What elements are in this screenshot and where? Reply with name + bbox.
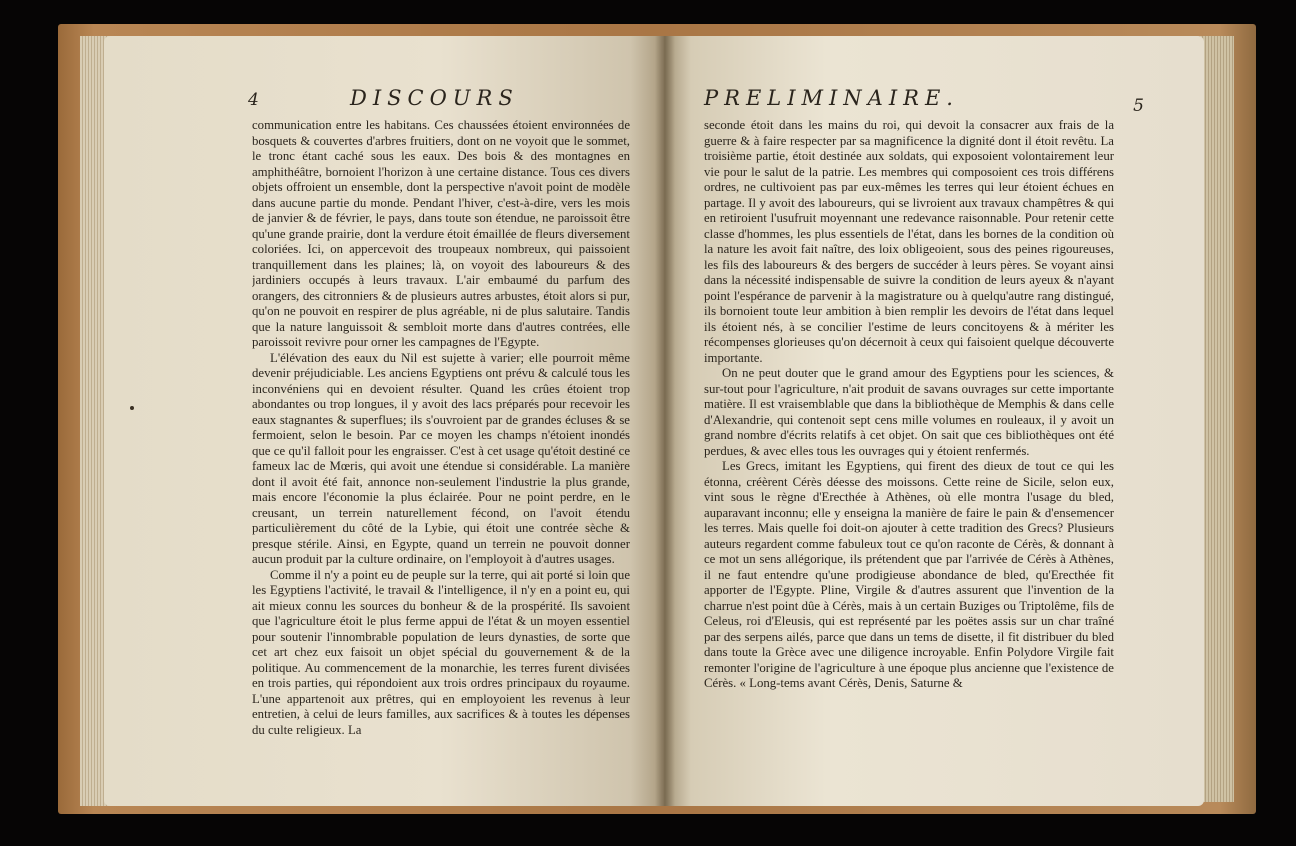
left-page-header	[248, 86, 628, 116]
left-page-body	[252, 118, 630, 758]
paragraph: Les Grecs, imitant les Egyptiens, qui firent des dieux de tout ce qui les étonna, créèrent Cérès déesse des moissons. Cette reine de Sicile, selon eux, vint sous le règne d'Erecthée à Athènes, où elle montra l'usage du bled, auparavant inconnu; elle y enseigna la manière de faire le pain & d'ensemencer les terres. Mais quelle foi doit-on ajouter à cette tradition des Grecs? Plusieurs auteurs regardent comme fabuleux tout ce qu'on raconte de Cérès, & donnant à ce mot un sens allégorique, ils prétendent que par l'arrivée de Cérès à Athènes, il ne faut entendre qu'une prodigieuse abondance de bled, qu'Erecthée fit apporter de l'Egypte. Pline, Virgile & d'autres assurent que l'invention de la charrue n'est point dûe à Cérès, mais à un certain Buziges ou Triptolême, fils de Celeus, roi d'Eleusis, qui est représenté par les poëtes assis sur un char traîné par des serpens ailés, parce que dans un tems de disette, il fit distribuer du bled dans toute la Grèce avec une diligence incroyable. Enfin Polydore Virgile fait remonter l'origine de l'agriculture à une époque plus ancienne que l'existence de Cérès. « Long-tems avant Cérès, Denis, Saturne &	[704, 459, 1114, 690]
paragraph: On ne peut douter que le grand amour des Egyptiens pour les sciences, & sur-tout pour l'agriculture, n'ait produit de savans ouvrages sur cette importante matière. Il est vraisemblable que dans la bibliothèque de Memphis & dans celle d'Alexandrie, qui contenoit sept cens mille volumes en rouleaux, il y avoit un grand nombre d'écrits relatifs à cet objet. On sait que ces bibliothèques ont été perdues, & avec elles tous les ouvrages qui y étoient renfermés.	[704, 366, 1114, 458]
paragraph: seconde étoit dans les mains du roi, qui devoit la consacrer aux frais de la guerre & à faire respecter par sa magnificence la dignité dont il étoit revêtu. La troisième partie, étoit destinée aux soldats, qui exposoient volontairement leur vie pour le salut de la patrie. Les membres qui composoient ces trois différens ordres, ne cultivoient pas par eux-mêmes les terres qui leur étoient échues en partage. Il y avoit des laboureurs, qui se livroient aux travaux champêtres & qui en retiroient l'usufruit moyennant une redevance raisonnable. Pour retenir cette classe d'hommes, les plus essentiels de l'état, dans les bornes de la condition où la nature les avoit fait naître, des loix obligeoient, sous des peines rigoureuses, les fils des laboureurs & des bergers de succéder à leurs pères. Se voyant ainsi dans la nécessité indispensable de suivre la condition de leurs ayeux & n'ayant point l'espérance de parvenir à la magistrature ou à quelqu'autre rang distingué, ils bornoient toute leur ambition à bien remplir les devoirs de l'état dans lequel ils étoient nés, à se concilier l'estime de leurs concitoyens & à mériter les récompenses glorieuses qu'on décernoit à ceux qui faisoient quelque découverte importante.	[704, 118, 1114, 365]
paragraph: communication entre les habitans. Ces chaussées étoient environnées de bosquets & couvertes d'arbres fruitiers, dont on ne voyoit que le sommet, le tronc étant caché sous les eaux. Des bois & des montagnes en amphithéâtre, bornoient l'horizon à une certaine distance. Tous ces divers objets offroient un ensemble, dont la perspective n'avoit point de modèle dans aucune partie du monde. Pendant l'hiver, c'est-à-dire, vers les mois de janvier & de février, le pays, dans toute son étendue, ne paroissoit être qu'une grande prairie, dont la verdure étoit émaillée de fleurs diversement coloriées. Ici, on appercevoit des troupeaux nombreux, qui paissoient tranquillement dans les plaines; là, on voyoit des laboureurs & des jardiniers occupés à leurs travaux. L'air embaumé du parfum des orangers, des citronniers & de plusieurs autres arbustes, étoit alors si pur, qu'on ne pouvoit en respirer de plus agréable, ni de plus salutaire. Tandis que la nature languissoit & sembloit morte dans d'autres contrées, elle paroissoit revivre pour orner les campagnes de l'Egypte.	[252, 118, 630, 349]
paragraph: Comme il n'y a point eu de peuple sur la terre, qui ait porté si loin que les Egyptiens l'activité, le travail & l'intelligence, il n'y en a point eu, qui ait mieux connu les sources du bonheur & de la prospérité. Ils savoient que l'agriculture étoit le plus ferme appui de l'état & un moyen essentiel pour soutenir l'innombrable population de leurs dynasties, de sorte que cet art chez eux faisoit un objet spécial du gouvernement & de la politique. Au commencement de la monarchie, les terres furent divisées en trois parties, qui répondoient aux trois ordres principaux du royaume. L'une appartenoit aux prêtres, qui en employoient les revenus à leur entretien, à celui de leurs familles, aux sacrifices & à toutes les dépenses du culte religieux. La	[252, 567, 630, 737]
running-title: PRELIMINAIRE.	[704, 86, 959, 110]
running-title: DISCOURS	[350, 86, 519, 110]
right-page-header	[704, 86, 1144, 116]
paragraph: L'élévation des eaux du Nil est sujette à varier; elle pourroit même devenir préjudiciable. Les anciens Egyptiens ont prévu & calculé tous les inconvéniens qui en devoient résulter. Quand les crûes étoient trop abondantes ou trop longues, il y avoit des lacs préparés pour recevoir les eaux stagnantes & superflues; ils s'ouvroient par de grandes écluses & se fermoient, selon le besoin. Par ce moyen les champs n'étoient inondés que ce qu'il falloit pour les engraisser. C'est à cet usage qu'étoit destiné ce fameux lac de Mœris, qui avoit une étendue si considérable. La manière dont il avoit été fait, annonce non-seulement l'industrie la plus grande, mais encore l'économie la plus éclairée. Pour ne point perdre, en le creusant, un terrein naturellement fécond, on l'avoit étendu particulièrement du côté de la Lybie, qui étoit une contrée sèche & presque stérile. Ainsi, en Egypte, quand un terrein ne pouvoit donner aucun produit par la culture ordinaire, on l'employoit à d'autres usages.	[252, 350, 630, 566]
page-number: 4	[248, 90, 259, 110]
left-page	[104, 36, 664, 806]
right-page	[664, 36, 1204, 806]
right-page-body	[704, 118, 1114, 758]
page-number: 5	[1133, 96, 1144, 116]
right-page-edges	[1200, 36, 1234, 802]
ink-spot	[130, 406, 134, 410]
book-gutter	[655, 36, 675, 806]
